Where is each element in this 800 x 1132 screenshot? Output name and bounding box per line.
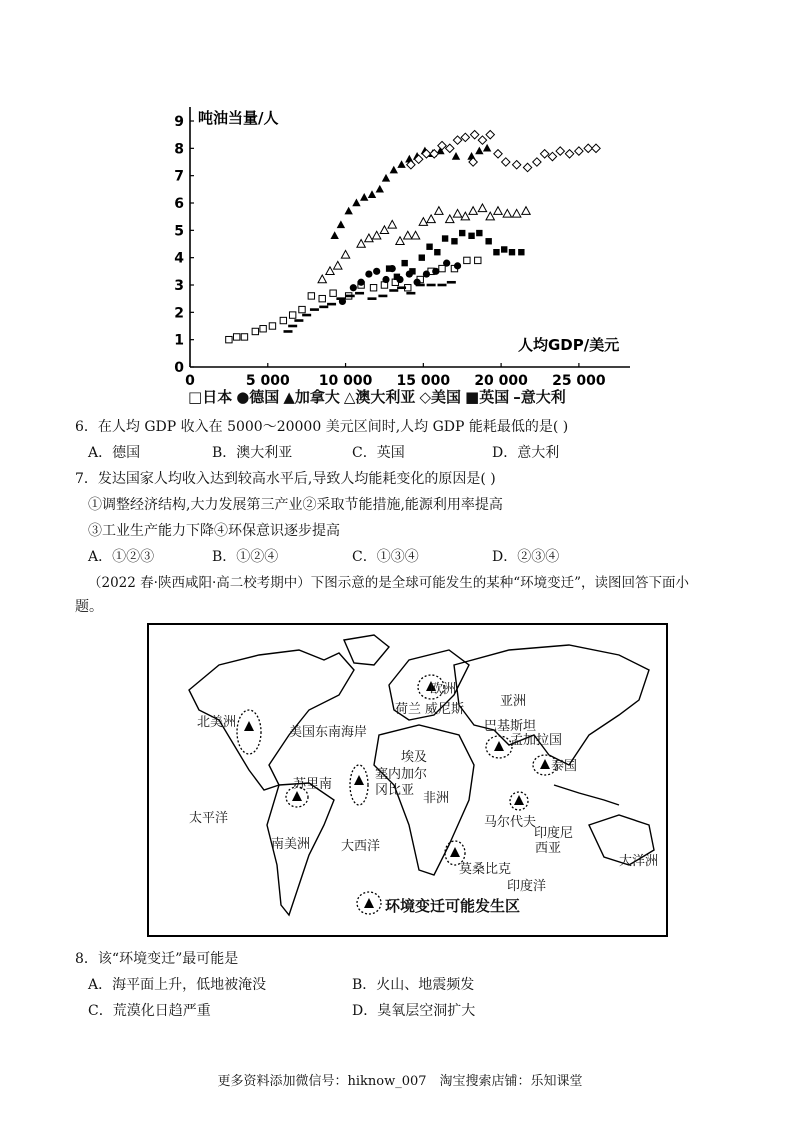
q7-option-c[interactable]: C．①③④ <box>352 549 419 565</box>
point-square-filled <box>476 230 482 236</box>
point-dash <box>346 295 355 298</box>
point-triangle-open <box>365 234 373 242</box>
point-square-open <box>299 306 305 312</box>
map-label-north-america: 北美洲 <box>197 715 237 730</box>
point-triangle-open <box>357 240 365 248</box>
chart-legend <box>188 386 566 408</box>
point-square-open <box>252 328 258 334</box>
map-label-suriname: 苏里南 <box>293 777 333 792</box>
x-tick-label: 15 000 <box>396 373 451 389</box>
map-label-us-east-coast: 美国东南海岸 <box>289 725 368 740</box>
point-triangle-filled <box>475 147 483 155</box>
point-diamond-open <box>512 161 520 169</box>
point-square-filled <box>468 233 474 239</box>
point-diamond-open <box>523 163 531 171</box>
y-tick-label: 9 <box>174 114 184 130</box>
point-diamond-open <box>494 150 502 158</box>
point-diamond-open <box>461 133 469 141</box>
point-circle-filled <box>423 270 430 277</box>
point-square-filled <box>509 249 515 255</box>
point-dash <box>355 292 364 295</box>
point-triangle-open <box>372 231 380 239</box>
point-triangle-open <box>503 209 511 217</box>
q7-option-b[interactable]: B．①②④ <box>212 549 279 565</box>
map-label-europe: 欧洲 <box>430 682 457 697</box>
point-dash <box>397 286 406 289</box>
point-triangle-open <box>494 207 502 215</box>
point-square-open <box>308 293 314 299</box>
map-label-maldives: 马尔代夫 <box>484 815 537 830</box>
energy-gdp-chart <box>160 95 670 415</box>
map-label-mozambique: 莫桑比克 <box>459 862 512 877</box>
point-triangle-open <box>419 218 427 226</box>
point-triangle-open <box>427 215 435 223</box>
map-label-asia: 亚洲 <box>500 694 527 709</box>
point-diamond-open <box>453 136 461 144</box>
map-label-indonesia-line-2: 西亚 <box>535 841 562 856</box>
y-tick-label: 7 <box>174 168 184 185</box>
q8-option-b[interactable]: B．火山、地震频发 <box>352 977 475 993</box>
y-tick-label: 2 <box>174 305 184 322</box>
point-square-filled <box>459 230 465 236</box>
point-triangle-filled <box>352 199 360 207</box>
world-map-figure <box>147 623 668 937</box>
legend-item-canada: ▲加拿大 <box>283 388 340 406</box>
question-8-stem: 8．该“环境变迁”最可能是 <box>75 951 239 967</box>
greenland-shape <box>344 635 389 665</box>
point-triangle-open <box>486 212 494 220</box>
map-label-egypt: 埃及 <box>401 750 428 765</box>
point-square-filled <box>401 260 407 266</box>
point-triangle-open <box>453 209 461 217</box>
point-circle-filled <box>350 284 357 291</box>
q6-option-c[interactable]: C．英国 <box>352 445 405 461</box>
point-diamond-open <box>470 130 478 138</box>
x-axis-label: 人均GDP/美元 <box>518 336 620 354</box>
point-triangle-open <box>435 207 443 215</box>
q7-option-d[interactable]: D．②③④ <box>492 549 560 565</box>
point-triangle-filled <box>344 207 352 215</box>
y-tick-label: 4 <box>174 250 184 267</box>
point-square-open <box>233 334 239 340</box>
x-tick-label: 20 000 <box>474 373 528 389</box>
point-triangle-open <box>522 207 530 215</box>
q8-option-a[interactable]: A．海平面上升，低地被淹没 <box>88 977 267 993</box>
passage-intro-line-1: （2022 春·陕西咸阳·高二校考期中）下图示意的是全球可能发生的某种“环境变迁”，读图回答下面小 <box>88 575 690 591</box>
page-footer: 更多资料添加微信号：hiknow_007 淘宝搜索店铺：乐知课堂 <box>217 1074 583 1089</box>
map-label-oceania: 大洋洲 <box>619 854 659 869</box>
point-diamond-open <box>548 152 556 160</box>
legend-item-germany: ●德国 <box>236 388 280 406</box>
map-label-south-america: 南美洲 <box>271 837 311 852</box>
map-label-pakistan: 巴基斯坦 <box>484 719 537 734</box>
y-tick-label: 0 <box>174 360 184 376</box>
point-triangle-open <box>380 226 388 234</box>
point-square-filled <box>518 249 524 255</box>
chart-svg <box>160 95 670 415</box>
point-triangle-filled <box>390 166 398 174</box>
point-dash <box>416 284 425 287</box>
point-diamond-open <box>438 141 446 149</box>
point-dash <box>368 297 377 300</box>
point-square-filled <box>442 235 448 241</box>
point-triangle-filled <box>360 193 368 201</box>
point-dash <box>438 284 447 287</box>
point-dash <box>319 306 328 309</box>
q7-statement-line-2: ③工业生产能力下降④环保意识逐步提高 <box>88 523 340 539</box>
legend-item-italy: –意大利 <box>513 388 566 406</box>
point-square-open <box>260 326 266 332</box>
point-dash <box>302 314 311 317</box>
indonesia-shape <box>554 785 619 805</box>
point-dash <box>288 325 297 328</box>
point-dash <box>406 292 415 295</box>
question-6-stem: 6．在人均 GDP 收入在 5000～20000 美元区间时,人均 GDP 能耗最低的是( ) <box>75 419 569 435</box>
point-dash <box>284 330 293 333</box>
point-square-open <box>241 334 247 340</box>
y-tick-label: 1 <box>174 332 184 349</box>
point-triangle-open <box>404 231 412 239</box>
point-dash <box>310 308 319 311</box>
point-square-filled <box>426 244 432 250</box>
point-triangle-filled <box>376 185 384 193</box>
point-square-filled <box>451 238 457 244</box>
point-diamond-open <box>565 150 573 158</box>
q6-option-a[interactable]: A．德国 <box>88 445 141 461</box>
point-diamond-open <box>533 158 541 166</box>
point-square-open <box>289 312 295 318</box>
point-square-open <box>226 336 232 342</box>
point-diamond-open <box>540 150 548 158</box>
map-label-gambia: 冈比亚 <box>375 783 415 798</box>
x-tick-label: 25 000 <box>552 373 606 389</box>
q8-option-c[interactable]: C．荒漠化日趋严重 <box>88 1003 211 1019</box>
point-circle-filled <box>373 268 380 275</box>
point-square-open <box>330 290 336 296</box>
question-7-stem: 7．发达国家人均收入达到较高水平后,导致人均能耗变化的原因是( ) <box>75 471 496 487</box>
x-tick-label: 0 <box>185 373 195 389</box>
map-label-pacific: 太平洋 <box>189 811 229 826</box>
q6-option-b[interactable]: B．澳大利亚 <box>212 445 293 461</box>
point-triangle-filled <box>330 231 338 239</box>
passage-intro-line-2: 题。 <box>75 599 103 615</box>
q8-option-d[interactable]: D．臭氧层空洞扩大 <box>352 1003 476 1019</box>
point-triangle-filled <box>397 160 405 168</box>
point-square-open <box>280 317 286 323</box>
point-dash <box>447 281 456 284</box>
map-legend-label: 环境变迁可能发生区 <box>385 897 521 915</box>
y-tick-label: 8 <box>174 141 184 158</box>
point-square-filled <box>409 268 415 274</box>
legend-item-japan: □日本 <box>188 388 233 406</box>
point-triangle-filled <box>382 174 390 182</box>
map-label-netherlands: 荷兰 <box>395 702 422 717</box>
point-triangle-open <box>411 231 419 239</box>
point-triangle-filled <box>452 152 460 160</box>
q7-option-a[interactable]: A．①②③ <box>88 549 155 565</box>
point-square-filled <box>501 246 507 252</box>
point-diamond-open <box>502 158 510 166</box>
point-dash <box>327 303 336 306</box>
point-circle-filled <box>443 260 450 267</box>
y-tick-label: 3 <box>174 278 184 294</box>
point-diamond-open <box>575 147 583 155</box>
map-label-bangladesh: 孟加拉国 <box>510 733 563 748</box>
x-tick-label: 10 000 <box>318 373 373 389</box>
point-square-open <box>269 323 275 329</box>
point-triangle-open <box>326 267 334 275</box>
point-triangle-open <box>341 250 349 258</box>
point-square-open <box>439 265 445 271</box>
point-circle-filled <box>365 270 372 277</box>
q6-option-d[interactable]: D．意大利 <box>492 445 560 461</box>
y-tick-label: 6 <box>174 196 184 212</box>
point-triangle-open <box>396 237 404 245</box>
point-square-filled <box>419 254 425 260</box>
q7-statement-line-1: ①调整经济结构,大力发展第三产业②采取节能措施,能源利用率提高 <box>88 497 503 513</box>
point-square-open <box>464 257 470 263</box>
point-triangle-filled <box>368 190 376 198</box>
point-diamond-open <box>556 147 564 155</box>
y-tick-label: 5 <box>174 223 184 240</box>
point-triangle-open <box>469 207 477 215</box>
point-square-filled <box>386 265 392 271</box>
point-triangle-open <box>334 261 342 269</box>
point-dash <box>378 295 387 298</box>
legend-item-australia: △澳大利亚 <box>343 388 416 406</box>
point-square-open <box>319 295 325 301</box>
point-square-filled <box>394 274 400 280</box>
point-circle-filled <box>454 262 461 269</box>
map-label-indian-ocean: 印度洋 <box>507 879 547 894</box>
point-circle-filled <box>358 279 365 286</box>
point-triangle-open <box>512 209 520 217</box>
point-dash <box>336 297 345 300</box>
point-triangle-open <box>478 204 486 212</box>
point-square-open <box>370 285 376 291</box>
point-diamond-open <box>486 130 494 138</box>
point-triangle-open <box>388 220 396 228</box>
point-diamond-open <box>478 136 486 144</box>
point-triangle-open <box>318 275 326 283</box>
point-triangle-open <box>446 215 454 223</box>
point-circle-filled <box>382 276 389 283</box>
point-circle-filled <box>432 268 439 275</box>
point-diamond-open <box>446 144 454 152</box>
point-square-filled <box>485 238 491 244</box>
map-label-senegal: 塞内加尔 <box>375 767 428 782</box>
point-diamond-open <box>592 144 600 152</box>
y-axis-label: 吨油当量/人 <box>198 109 279 127</box>
legend-item-usa: ◇美国 <box>419 388 461 406</box>
map-label-africa: 非洲 <box>423 791 450 806</box>
point-triangle-filled <box>483 144 491 152</box>
point-dash <box>389 289 398 292</box>
point-triangle-filled <box>337 220 345 228</box>
point-square-filled <box>493 249 499 255</box>
point-dash <box>427 284 436 287</box>
legend-item-uk: ■英国 <box>465 388 510 406</box>
point-dash <box>294 319 303 322</box>
point-square-filled <box>434 249 440 255</box>
map-label-thailand: 泰国 <box>551 759 578 774</box>
x-tick-label: 5 000 <box>245 373 290 389</box>
point-triangle-open <box>461 212 469 220</box>
map-label-indonesia-line-1: 印度尼 <box>534 826 574 841</box>
map-label-atlantic: 大西洋 <box>341 839 381 854</box>
map-label-venice: 威尼斯 <box>425 702 465 717</box>
point-square-open <box>475 257 481 263</box>
